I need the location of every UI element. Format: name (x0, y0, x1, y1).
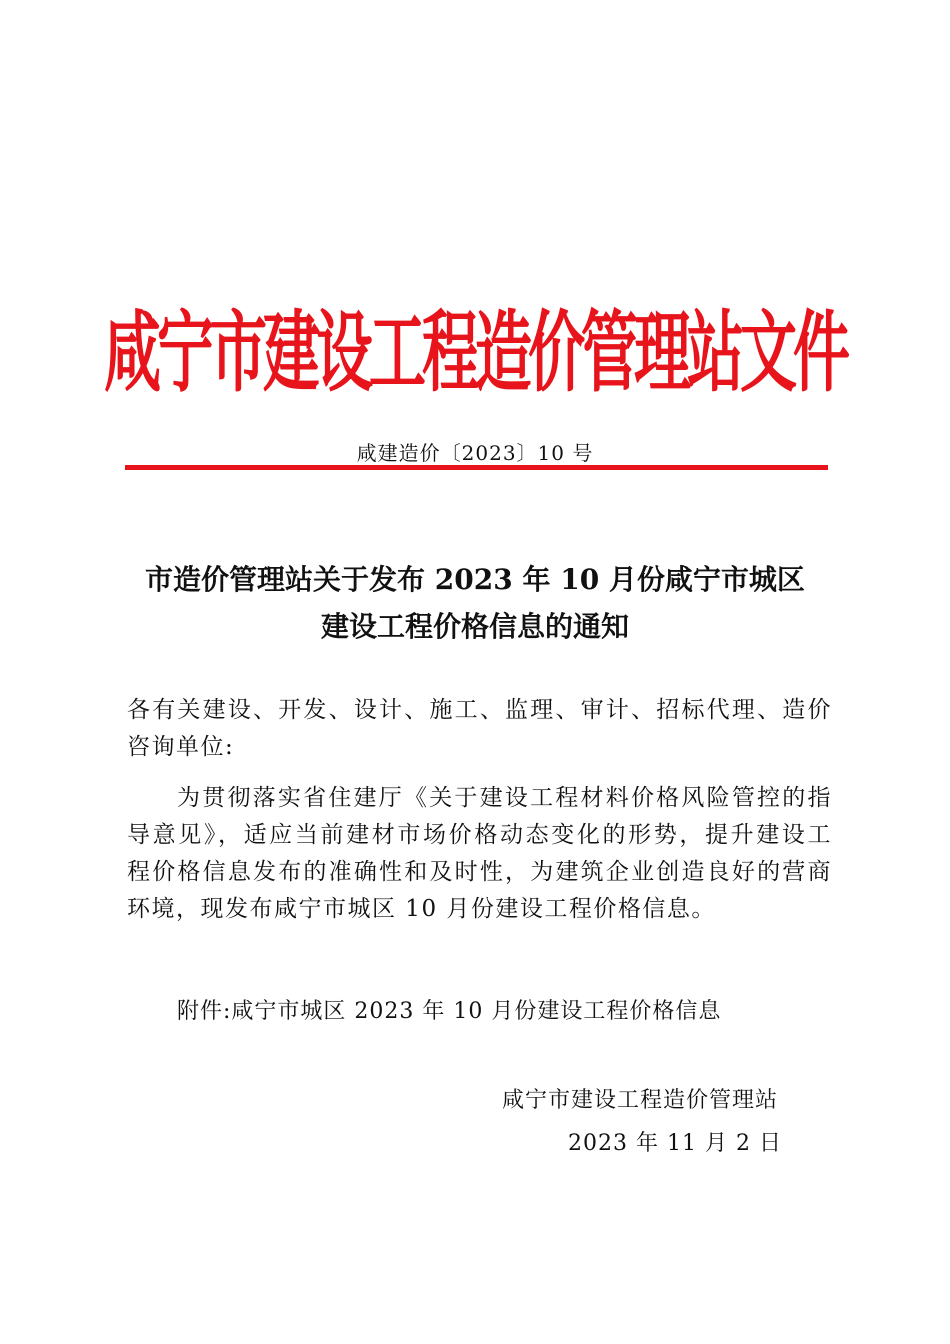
recipients-paragraph (127, 692, 832, 766)
body-line-3: 程价格信息发布的准确性和及时性，为建筑企业创造良好的营商 (127, 859, 832, 885)
red-divider-line (125, 465, 828, 470)
notice-title-line-1: 市造价管理站关于发布 2023 年 10 月份咸宁市城区 (145, 563, 805, 596)
body-paragraph (127, 780, 832, 928)
attachment-line: 附件:咸宁市城区 2023 年 10 月份建设工程价格信息 (177, 999, 722, 1024)
body-line-4: 环境，现发布咸宁市城区 10 月份建设工程价格信息。 (127, 896, 716, 922)
document-number: 咸建造价〔2023〕10 号 (356, 441, 594, 465)
signature-organization: 咸宁市建设工程造价管理站 (502, 1088, 779, 1113)
recipients-line-1: 各有关建设、开发、设计、施工、监理、审计、招标代理、造价 (127, 697, 832, 723)
masthead-title: 咸宁市建设工程造价管理站文件 (104, 300, 846, 405)
body-line-2: 导意见》，适应当前建材市场价格动态变化的形势，提升建设工 (127, 822, 832, 848)
signature-date: 2023 年 11 月 2 日 (568, 1131, 782, 1156)
body-line-1: 为贯彻落实省住建厅《关于建设工程材料价格风险管控的指 (177, 785, 832, 811)
recipients-line-2: 咨询单位: (127, 734, 235, 760)
notice-title-line-2: 建设工程价格信息的通知 (320, 610, 629, 643)
